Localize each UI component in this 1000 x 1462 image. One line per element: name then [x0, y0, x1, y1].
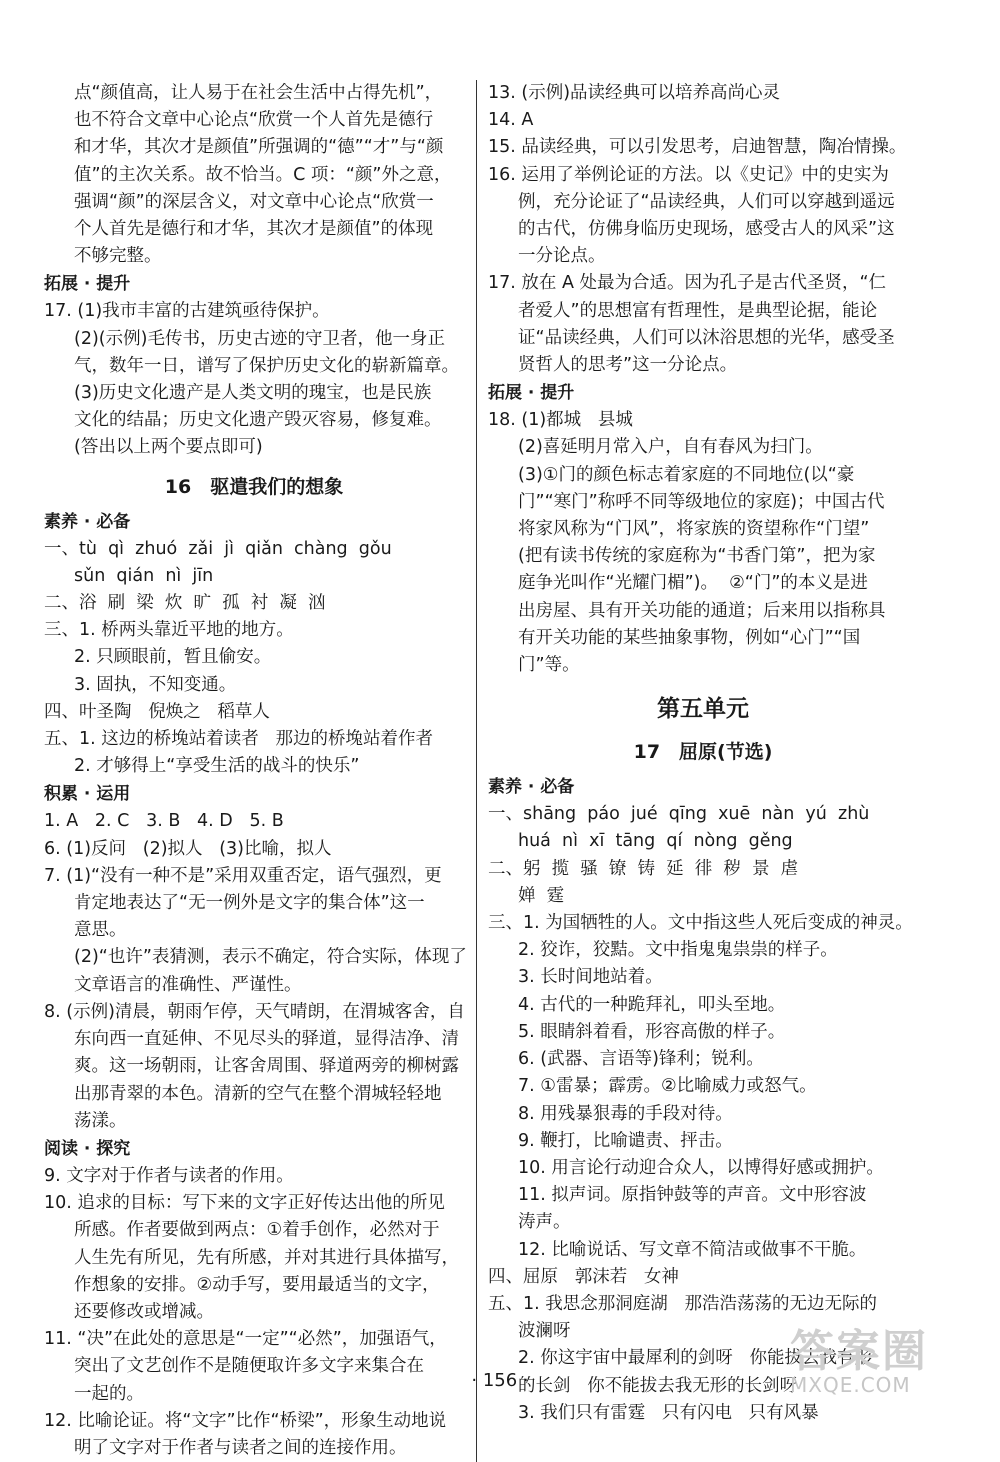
text-line: 所感。作者要做到两点：①着手创作，必然对于	[74, 1220, 440, 1241]
text-line: 强调“颜”的深层含义，对文章中心论点“欣赏一	[74, 191, 434, 212]
lesson-title: 16 驱遣我们的想象	[164, 475, 344, 498]
text-line: 也不符合文章中心论点“欣赏一个人首先是德行	[74, 110, 434, 131]
text-line: 一、tù qì zhuó zǎi jì qiǎn chàng gǒu	[44, 538, 392, 559]
text-line: 的古代，仿佛身临历史现场，感受古人的风采”这	[518, 219, 895, 240]
text-line: 10. 追求的目标：写下来的文字正好传达出他的所见	[44, 1193, 445, 1214]
section-heading: 阅读 · 探究	[44, 1138, 131, 1159]
text-line: 出房屋、具有开关功能的通道；后来用以指称具	[518, 600, 886, 621]
text-line: 2. 只顾眼前，暂且偷安。	[74, 647, 272, 668]
text-line: 三、1. 为国牺牲的人。文中指这些人死后变成的神灵。	[488, 913, 913, 934]
text-line: 15. 品读经典，可以引发思考，启迪智慧，陶冶情操。	[488, 137, 907, 158]
section-heading: 素养 · 必备	[488, 777, 575, 798]
text-line: (2)喜延明月常入户，自有春风为扫门。	[518, 437, 823, 458]
text-line: 13. (示例)品读经典可以培养高尚心灵	[488, 83, 781, 103]
text-line: 8. (示例)清晨，朝雨乍停，天气晴朗，在渭城客舍，自	[44, 1001, 465, 1022]
text-line: 突出了文艺创作不是随便取许多文字来集合在	[74, 1356, 424, 1377]
text-line: 东向西一直延伸、不见尽头的驿道，显得洁净、清	[74, 1029, 459, 1050]
text-line: 11. “决”在此处的意思是“一定”“必然”，加强语气，	[44, 1329, 447, 1350]
text-line: 涛声。	[518, 1212, 571, 1233]
text-line: 8. 用残暴狠毒的手段对待。	[518, 1103, 733, 1124]
text-line: 10. 用言论行动迎合众人，以博得好感或拥护。	[518, 1157, 884, 1178]
text-line: 意思。	[74, 920, 127, 941]
text-line: 4. 古代的一种跪拜礼，叩头至地。	[518, 994, 786, 1015]
section-heading: 拓展 · 提升	[488, 383, 575, 404]
text-line: 明了文字对于作者与读者之间的连接作用。	[74, 1437, 407, 1458]
text-line: 17. 放在 A 处最为合适。因为孔子是古代圣贤，“仁	[488, 273, 887, 294]
text-line: 9. 文字对于作者与读者的作用。	[44, 1165, 294, 1186]
text-line: sǔn qián nì jīn	[74, 565, 214, 586]
text-line: 五、1. 这边的桥堍站着读者 那边的桥堍站着作者	[44, 729, 433, 750]
text-line: 17. (1)我市丰富的古建筑亟待保护。	[44, 301, 330, 322]
page-number: · 156 ·	[471, 1370, 529, 1391]
text-line: 爽。这一场朝雨，让客舍周围、驿道两旁的柳树露	[74, 1056, 459, 1077]
text-line: (3)①门的颜色标志着家庭的不同地位(以“豪	[518, 464, 855, 485]
text-line: 7. (1)“没有一种不是”采用双重否定，语气强烈，更	[44, 865, 442, 886]
text-line: 3. 固执，不知变通。	[74, 674, 237, 695]
text-line: 文章语言的准确性、严谨性。	[74, 974, 302, 995]
text-line: 16. 运用了举例论证的方法。以《史记》中的史实为	[488, 164, 889, 185]
text-line: 人生先有所见，先有所感，并对其进行具体描写，	[74, 1247, 459, 1268]
text-line: 3. 我们只有雷霆 只有闪电 只有风暴	[518, 1402, 819, 1423]
text-line: 5. 眼睛斜着看，形容高傲的样子。	[518, 1021, 786, 1042]
section-heading: 积累 · 运用	[44, 784, 131, 805]
text-line: 二、浴 刷 梁 炊 旷 孤 衬 凝 汹	[44, 593, 326, 614]
text-line: (2)“也许”表猜测，表示不确定，符合实际，体现了	[74, 947, 467, 968]
right-column	[488, 80, 918, 1427]
text-line: 五、1. 我思念那洞庭湖 那浩浩荡荡的无边无际的	[488, 1293, 877, 1314]
text-line: 气，数年一日，谱写了保护历史文化的崭新篇章。	[74, 355, 459, 376]
text-line: (3)历史文化遗产是人类文明的瑰宝，也是民族	[74, 383, 432, 404]
text-line: huá nì xī tāng qí nòng gěng	[518, 831, 793, 852]
text-line: 2. 才够得上“享受生活的战斗的快乐”	[74, 756, 360, 777]
text-line: 18. (1)都城 县城	[488, 410, 633, 431]
watermark-logo-text: 答案圈	[790, 1326, 928, 1377]
text-line: 一起的。	[74, 1383, 144, 1404]
text-line: 一分论点。	[518, 246, 606, 267]
text-line: 1. A 2. C 3. B 4. D 5. B	[44, 811, 284, 832]
section-heading: 拓展 · 提升	[44, 274, 131, 295]
text-line: 庭争光叫作“光耀门楣”)。 ②“门”的本义是进	[518, 573, 868, 594]
text-line: 不够完整。	[74, 246, 162, 267]
text-line: 二、躬 揽 骚 镣 铸 延 徘 秽 景 虐	[488, 858, 799, 879]
text-line: 12. 比喻说话、写文章不简洁或做事不干脆。	[518, 1239, 867, 1260]
text-line: 2. 你这宇宙中最犀利的剑呀 你能拔去我有形	[518, 1348, 872, 1369]
text-line: 三、1. 桥两头靠近平地的地方。	[44, 620, 294, 641]
text-line: 四、叶圣陶 倪焕之 稻草人	[44, 701, 270, 722]
lesson-title: 17 屈原(节选)	[633, 741, 773, 764]
text-line: 6. (武器、言语等)锋利；锐利。	[518, 1049, 764, 1070]
text-line: 文化的结晶；历史文化遗产毁灭容易，修复难。	[74, 410, 442, 431]
text-line: 例，充分论证了“品读经典，人们可以穿越到遥远	[518, 191, 895, 212]
text-line: 2. 狡诈，狡黠。文中指鬼鬼祟祟的样子。	[518, 940, 838, 961]
text-line: 将家风称为“门风”，将家族的资望称作“门望”	[518, 519, 870, 540]
text-line: 婵 霆	[518, 885, 565, 906]
left-column	[44, 80, 477, 1462]
section-heading: 素养 · 必备	[44, 511, 131, 532]
unit-title: 第五单元	[657, 696, 749, 723]
text-line: 波澜呀	[518, 1321, 571, 1342]
text-line: 6. (1)反问 (2)拟人 (3)比喻，拟人	[44, 838, 332, 859]
text-line: 12. 比喻论证。将“文字”比作“桥梁”，形象生动地说	[44, 1410, 447, 1431]
text-line: 作想象的安排。②动手写，要用最适当的文字，	[74, 1274, 440, 1295]
watermark-logo	[790, 1315, 970, 1395]
text-line: 9. 鞭打，比喻谴责、抨击。	[518, 1130, 733, 1151]
text-line: 者爱人”的思想富有哲理性，是典型论据，能论	[518, 300, 878, 321]
text-line: 和才华，其次才是颜值”所强调的“德”“才”与“颜	[74, 137, 444, 158]
text-line: 门”等。	[518, 655, 580, 676]
text-line: 出那青翠的本色。清新的空气在整个渭城轻轻地	[74, 1083, 442, 1104]
text-line: 有开关功能的某些抽象事物，例如“心门”“国	[518, 627, 861, 648]
text-line: 四、屈原 郭沫若 女神	[488, 1266, 679, 1287]
text-line: 门”“寒门”称呼不同等级地位的家庭)；中国古代	[518, 491, 885, 512]
text-line: 点“颜值高，让人易于在社会生活中占得先机”，	[74, 83, 443, 103]
text-line: 的长剑 你不能拔去我无形的长剑呀	[518, 1375, 798, 1396]
text-line: 11. 拟声词。原指钟鼓等的声音。文中形容波	[518, 1185, 867, 1206]
text-line: 贤哲人的思考”这一分论点。	[518, 355, 738, 376]
text-line: (答出以上两个要点即可)	[74, 437, 263, 458]
text-line: 荡漾。	[74, 1110, 127, 1131]
text-line: 证“品读经典，人们可以沐浴思想的光华，感受圣	[518, 327, 895, 348]
watermark-url: MXQE.COM	[790, 1373, 911, 1397]
text-line: (2)(示例)毛传书，历史古迹的守卫者，他一身正	[74, 328, 445, 349]
text-line: 值”的主次关系。故不恰当。C 项：“颜”外之意，	[74, 164, 452, 185]
text-line: 一、shāng páo jué qīng xuē nàn yú zhù	[488, 804, 870, 825]
text-line: 个人首先是德行和才华，其次才是颜值”的体现	[74, 219, 434, 240]
text-line: 肯定地表达了“无一例外是文字的集合体”这一	[74, 893, 425, 914]
text-line: 还要修改或增减。	[74, 1301, 214, 1322]
text-line: 7. ①雷暴；霹雳。②比喻威力或怒气。	[518, 1076, 817, 1097]
text-line: (把有读书传统的家庭称为“书香门第”，把为家	[518, 546, 876, 567]
text-line: 3. 长时间地站着。	[518, 967, 663, 988]
text-line: 14. A	[488, 110, 534, 131]
